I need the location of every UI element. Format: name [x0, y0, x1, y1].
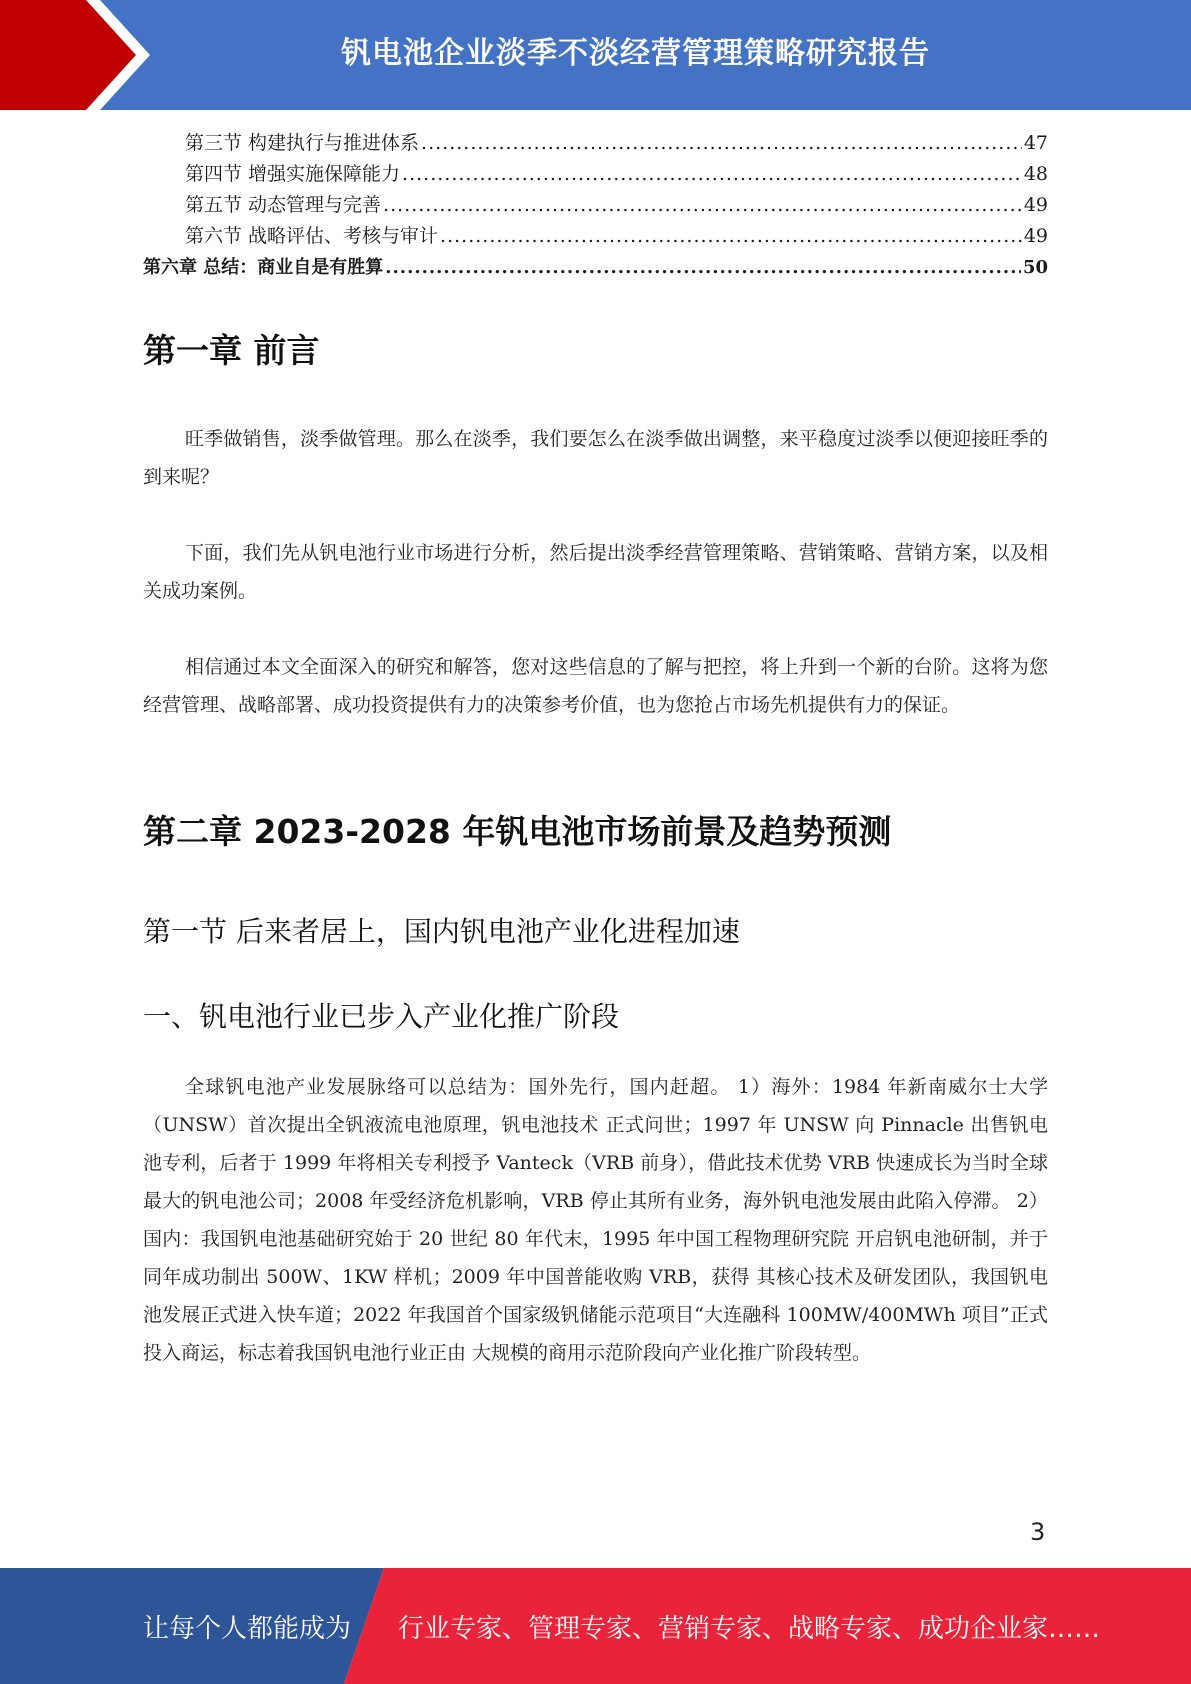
toc-entry-label: 第三节 构建执行与推进体系 [185, 132, 420, 154]
toc-entry-label: 第六节 战略评估、考核与审计 [185, 225, 439, 247]
toc-entry-page: 48 [1023, 163, 1048, 185]
footer-slogan-left: 让每个人都能成为 [143, 1613, 352, 1644]
section-1-heading: 第一节 后来者居上，国内钒电池产业化进程加速 [143, 915, 740, 948]
table-of-contents [143, 128, 1048, 283]
page-header [0, 0, 1191, 110]
toc-leader-dots [402, 159, 1022, 190]
toc-entry-page: 49 [1023, 194, 1048, 216]
toc-chapter-entry[interactable] [143, 252, 1048, 283]
toc-entry[interactable] [143, 190, 1048, 221]
chapter-1-heading: 第一章 前言 [143, 331, 320, 370]
page-number: 3 [1030, 1518, 1046, 1546]
page-footer [0, 1568, 1191, 1684]
toc-leader-dots [385, 252, 1021, 283]
paragraph-industry-history: 全球钒电池产业发展脉络可以总结为：国外先行，国内赶超。 1）海外：1984 年新南威尔士大学（UNSW）首次提出全钒液流电池原理，钒电池技术 正式问世；1997 年 UNSW 向 Pinnacle 出售钒电池专利，后者于 1999 年将相关专利授予 Vanteck（VRB 前身），借此技术优势 VRB 快速成长为当时全球最大的钒电池公司；2008 年受经济危机影响，VRB 停止其所有业务，海外钒电池发展由此陷入停滞。 2）国内：我国钒电池基础研究始于 20 世纪 80 年代末，1995 年中国工程物理研究院 开启钒电池研制，并于同年成功制出 500W、1KW 样机；2009 年中国普能收购 VRB，获得 其核心技术及研发团队，我国钒电池发展正式进入快车道；2022 年我国首个国家级钒储能示范项目“大连融科 100MW/400MWh 项目”正式投入商运，标志着我国钒电池行业正由 大规模的商用示范阶段向产业化推广阶段转型。 [143, 1076, 1048, 1364]
toc-entry-label: 第四节 增强实施保障能力 [185, 163, 401, 185]
toc-leader-dots [421, 128, 1022, 159]
toc-leader-dots [383, 190, 1022, 221]
toc-entry-label: 第五节 动态管理与完善 [185, 194, 382, 216]
toc-entry-label: 第六章 总结：商业自是有胜算 [143, 257, 384, 278]
paragraph-intro-2: 下面，我们先从钒电池行业市场进行分析，然后提出淡季经营管理策略、营销策略、营销方案，以及相关成功案例。 [143, 542, 1048, 602]
toc-entry[interactable] [143, 159, 1048, 190]
toc-leader-dots [440, 221, 1022, 252]
subsection-1-heading: 一、钒电池行业已步入产业化推广阶段 [143, 1000, 620, 1033]
paragraph-intro-3: 相信通过本文全面深入的研究和解答，您对这些信息的了解与把控，将上升到一个新的台阶。这将为您经营管理、战略部署、成功投资提供有力的决策参考价值，也为您抢占市场先机提供有力的保证。 [143, 656, 1048, 716]
report-title: 钒电池企业淡季不淡经营管理策略研究报告 [341, 36, 930, 71]
chapter-2-heading: 第二章 2023-2028 年钒电池市场前景及趋势预测 [143, 812, 892, 851]
toc-entry[interactable] [143, 221, 1048, 252]
toc-entry-page: 50 [1022, 257, 1048, 278]
toc-entry-page: 49 [1023, 225, 1048, 247]
paragraph-intro-1: 旺季做销售，淡季做管理。那么在淡季，我们要怎么在淡季做出调整，来平稳度过淡季以便迎接旺季的到来呢？ [143, 428, 1048, 488]
toc-entry-page: 47 [1023, 132, 1048, 154]
toc-entry[interactable] [143, 128, 1048, 159]
footer-slogan-right: 行业专家、管理专家、营销专家、战略专家、成功企业家…… [398, 1613, 1101, 1644]
